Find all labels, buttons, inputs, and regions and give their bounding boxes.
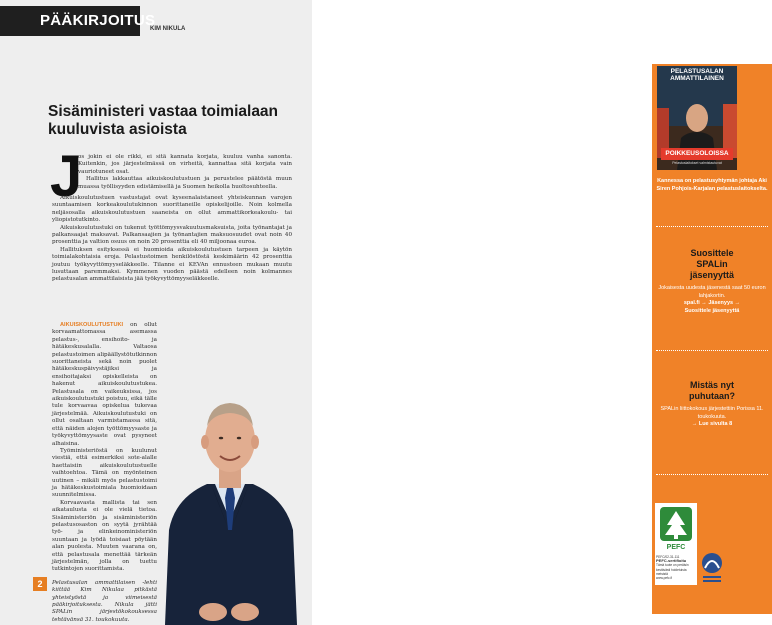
event-heading: Mistäs nyt bbox=[689, 380, 734, 390]
drop-cap: J bbox=[50, 144, 83, 209]
pefc-logo-icon bbox=[655, 503, 697, 553]
intro-column bbox=[78, 154, 292, 191]
magazine-cover bbox=[657, 66, 737, 170]
headline: Sisäministeri vastaa toimialaan kuuluvista asioista bbox=[48, 103, 279, 138]
pefc-certified: PEFC-sertifioitu bbox=[656, 558, 687, 564]
paragraph-text: on ollut korvaamattomassa asemassa pelastus-, ensihoito- ja hätäkeskusalalla. Valtaosa pelastustoimen alipäällystötutkinnon suorittaneista sekä noin puolet hätäkeskuspäivystäjiksi ja ensihoitajaksi opiskelleista on hakenut aikuiskoulutustukea. Pelastusala on vaikeuksissa, jos aikuiskoulutustuki poistuu, eikä tälle tule korvaavaa opiskelua tukevaa järjestelmää. Aikuiskoulutustuki on ollut osaltaan varmistamassa sitä, että näiden alojen työttömyysaste ja työkyvyttömyysaste ovat pysyneet alhaisina. bbox=[52, 322, 157, 447]
cover-subtitle: Pelastuslaitokset valmistautuvat bbox=[672, 161, 722, 165]
membership-heading: Suosittele bbox=[690, 248, 734, 258]
paragraph: Korvaavasta mallista tai sen aikataulusta ei ole vielä tietoa. Sisäministeriön ja sisäministeriön pelastusosaston on syytä jyrähtää työ- ja elinkeinoministeriön suuntaan ja lyödä toisiaat pöytään alan puolesta. Muuten vaarana on, että pelastusala menettää tärkeän järjestelmän, jolla on tuettu tutkintojen suorittamista. bbox=[52, 499, 157, 573]
pefc-label bbox=[655, 503, 697, 585]
membership-heading: jäsenyyttä bbox=[689, 270, 735, 280]
nordic-ecolabel-icon bbox=[701, 552, 723, 586]
membership-body: Jokaisesta uudesta jäsenestä saat 50 euron lahjakortin. bbox=[658, 285, 766, 299]
paragraph: os jokin ei ole rikki, ei sitä kannata korjata, kuuluu vanha sanonta. Kuitenkin, jos järjestelmässä on virheitä, kannattaa sitä korjata vain vauriotuneet osat. bbox=[78, 154, 292, 175]
full-width-column bbox=[52, 195, 292, 284]
divider bbox=[656, 226, 768, 227]
sidebar bbox=[312, 0, 768, 625]
cover-banner: POIKKEUSOLOISSA bbox=[661, 148, 733, 160]
membership-link[interactable]: spal.fi → Jäsenyys → bbox=[683, 300, 741, 306]
page-number: 2 bbox=[33, 577, 47, 591]
pefc-url: www.pefc.fi bbox=[656, 576, 673, 581]
membership-link[interactable]: Suosittele jäsenyyttä bbox=[684, 307, 740, 314]
narrow-column bbox=[52, 322, 157, 624]
paragraph: Hallitus lakkauttaa aikuiskoulutustuen ja perustelee päätöstä muun muassa työllisyyden edistämisellä ja Suomen heikolla huoltosuhteella. bbox=[78, 176, 292, 190]
membership-heading: SPALin bbox=[696, 259, 728, 269]
section-tag: PÄÄKIRJOITUS bbox=[0, 6, 140, 36]
paragraph: Hallituksen esityksessä ei huomioida aikuiskoulutustuen tarpeen ja käytön toimialakohtaisia eroja. Pelastustoimen henkilöstöstä keskimäärin 42 prosenttia joutuu työkyvyttömyyseläkkeelle. Tilanne ei KEVAn ennusteen mukaan muutu lusuttaan paremmaksi. Kymmenen vuoden päästä edelleen noin kolmannes pelastusalan ammattilaisista jää työkyvyttömyyseläkkeelle. bbox=[52, 246, 292, 283]
cover-title bbox=[657, 68, 737, 82]
event-heading: puhutaan? bbox=[689, 391, 735, 401]
cover-title-line: AMMATTILAINEN bbox=[670, 75, 724, 82]
pefc-note: Tämä tuote on peräisin kestävästi hoidetuista metsistä bbox=[656, 563, 689, 576]
cover-title-line: PELASTUSALAN bbox=[670, 68, 724, 75]
pefc-code: PEFC/02-31-111 bbox=[656, 555, 680, 559]
event-link[interactable]: → Lue sivulta 8 bbox=[691, 421, 733, 427]
article-page bbox=[0, 0, 312, 625]
event-body: SPALin liittokokous järjestettiin Porissa 11. toukokuuta. bbox=[660, 406, 764, 420]
divider bbox=[656, 474, 768, 475]
membership-block bbox=[654, 248, 770, 315]
paragraph: Aikuiskoulutustuen vastustajat ovat kyseenalaistaneet yhteiskunnan varojen suuntaamisen korkeakoulutukinnon suorittaneille opiskelijoille. Noin kolmella neljäsosalla aikuiskoulutustuen saaneista on ollut ammattikorkeakoulu- tai yliopistotutkinto. bbox=[52, 195, 292, 224]
paragraph: Työministeriöstä on kuulunut viestiä, että esimerkiksi sote-alalle haettaisiin aikuiskoulutustuelle vaihtoehtoa. Tämä on myönteinen uutinen – mikäli myös pelastustoimi ja hätäkeskustoimiala huomioidaan suunnitelmissa. bbox=[52, 447, 157, 499]
divider bbox=[656, 350, 768, 351]
event-block bbox=[654, 380, 770, 429]
author-photo bbox=[155, 380, 305, 625]
cover-caption: Kannessa on pelastusyhtymän johtaja Aki Siren Pohjois-Karjalan pelastuslaitokselta. bbox=[656, 178, 768, 192]
editor-note: Pelastusalan ammattilaisen -lehti kiittää Kim Nikulaa pitkästä yhteistyöstä ja viimeisestä pääkirjoituksesta. Nikula jätti SPALin järjestökokouksessa tehtävänsä 31. toukokuuta. bbox=[52, 579, 157, 623]
paragraph: Aikuiskoulutustuki on tukenut työttömyysvakuutusmaksuista, joita työnantajat ja palkansaajat maksavat. Palkansaajien ja työnantajien maksuosuudet ovat noin 40 prosenttia ja valtion osuus on noin 20 prosenttia eli 40 miljoonaa euroa. bbox=[52, 224, 292, 246]
paragraph bbox=[52, 322, 157, 448]
kicker: AIKUISKOULUTUSTUKI bbox=[60, 322, 124, 328]
pefc-text bbox=[656, 555, 696, 580]
pefc-logo-text: PEFC bbox=[666, 544, 686, 551]
author-name: KIM NIKULA bbox=[150, 26, 186, 32]
